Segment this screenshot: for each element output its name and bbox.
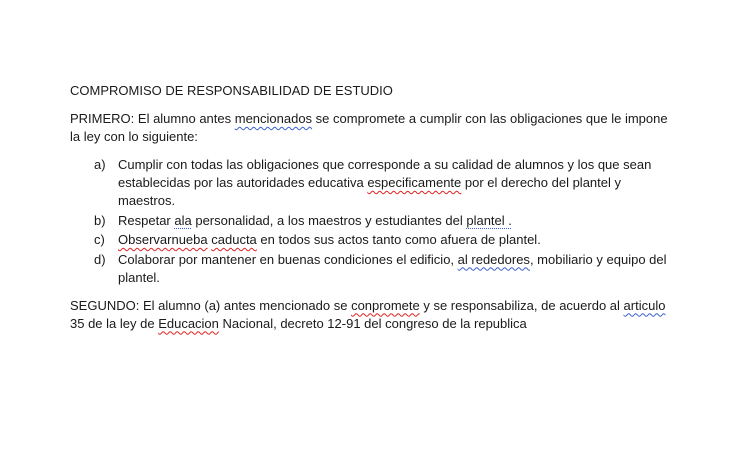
obligations-list [70,156,670,287]
item-text: Cumplir con todas las obligaciones que corresponde a su calidad de alumnos y los que sean establecidas por las autoridades educativa [118,157,652,190]
spelling-flag[interactable]: conpromete [351,297,420,313]
spelling-flag[interactable]: Educacion [158,315,219,331]
primero-text: PRIMERO: El alumno antes [70,111,235,126]
spelling-flag[interactable]: al rededores [457,251,530,267]
paragraph-segundo [70,297,670,333]
list-item-d [70,251,670,287]
spelling-flag[interactable]: mencionados [234,111,313,126]
segundo-text: Nacional, decreto 12-91 del congreso de la republica [218,315,527,331]
segundo-text: 35 de la ley de [70,315,159,331]
item-text: , mobiliario y equipo del plantel. [118,251,667,285]
item-text: Colaborar por mantener en buenas condiciones el edificio, [118,251,458,267]
list-marker: d) [94,251,106,267]
item-text: personalidad, a los maestros y estudiantes del [191,212,467,228]
spelling-flag[interactable]: Observarnueba [118,232,208,247]
primero-text: se compromete a cumplir con las obligaciones que le impone la ley con lo siguiente: [70,111,668,144]
list-item-b [70,212,670,230]
list-marker: c) [94,232,105,247]
segundo-text: y se responsabiliza, de acuerdo al [419,297,624,313]
segundo-text: SEGUNDO: El alumno (a) antes mencionado se [70,297,352,313]
spelling-flag[interactable]: plantel . [466,212,512,228]
spelling-flag[interactable]: articulo [623,297,666,313]
item-text: en todos sus actos tanto como afuera de plantel. [256,232,541,247]
document-title: COMPROMISO DE RESPONSABILIDAD DE ESTUDIO [70,83,393,98]
spelling-flag[interactable]: ala [174,212,192,228]
item-text: por el derecho del plantel y maestros. [118,175,621,208]
spelling-flag[interactable]: caducta [211,232,257,247]
list-item-c [70,231,670,249]
document-page [70,82,670,333]
list-marker: a) [94,157,106,172]
item-text: Respetar [118,212,175,228]
spelling-flag[interactable]: especificamente [367,175,462,190]
paragraph-primero [70,110,670,146]
list-item-a [70,156,670,210]
list-marker: b) [94,212,106,228]
